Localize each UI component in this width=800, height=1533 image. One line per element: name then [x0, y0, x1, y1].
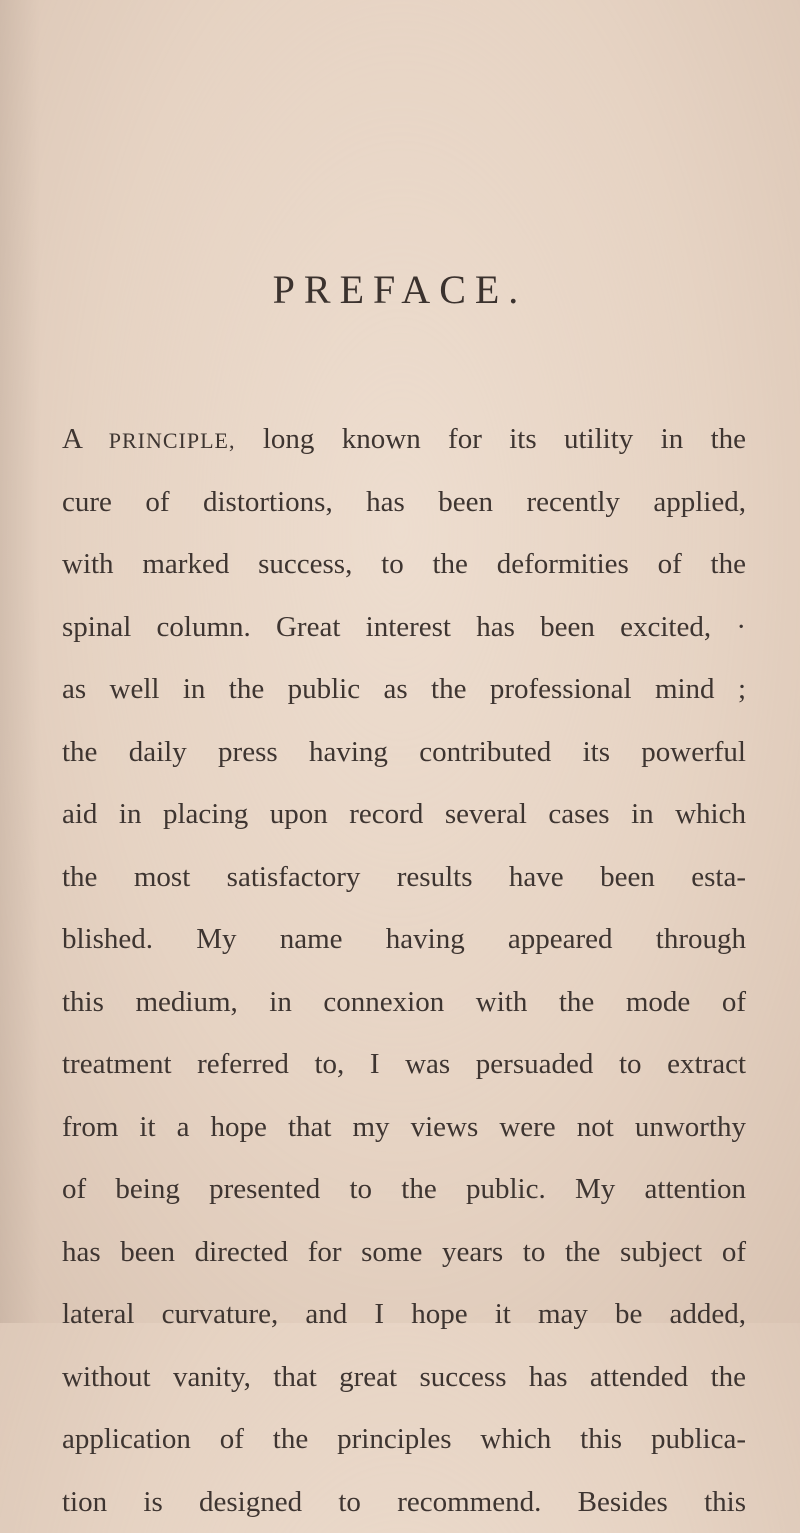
line-lead-smallcaps: PRINCIPLE,: [109, 428, 236, 453]
preface-body: [62, 408, 746, 1533]
text-line: the most satisfactory results have been esta-: [62, 846, 746, 909]
page-title: PREFACE.: [0, 266, 800, 313]
text-line: the daily press having contributed its powerful: [62, 721, 746, 784]
text-line: of being presented to the public. My attention: [62, 1158, 746, 1221]
line-lead-word: A: [62, 423, 81, 455]
text-line: lateral curvature, and I hope it may be added,: [62, 1283, 746, 1346]
text-line: cure of distortions, has been recently applied,: [62, 471, 746, 534]
text-line: from it a hope that my views were not unworthy: [62, 1096, 746, 1159]
text-line: tion is designed to recommend. Besides this: [62, 1471, 746, 1533]
text-line: [62, 408, 746, 471]
text-line: application of the principles which this publica-: [62, 1408, 746, 1471]
text-line: this medium, in connexion with the mode of: [62, 971, 746, 1034]
line-rest: long known for its utility in the: [235, 423, 746, 455]
text-line: treatment referred to, I was persuaded to extract: [62, 1033, 746, 1096]
text-line: has been directed for some years to the subject of: [62, 1221, 746, 1284]
text-line: spinal column. Great interest has been excited, ·: [62, 596, 746, 659]
text-line: without vanity, that great success has attended the: [62, 1346, 746, 1409]
text-line: aid in placing upon record several cases in which: [62, 783, 746, 846]
text-line: with marked success, to the deformities of the: [62, 533, 746, 596]
page-edge-shadow: [0, 0, 40, 1323]
text-line: blished. My name having appeared through: [62, 908, 746, 971]
text-line: as well in the public as the professional mind ;: [62, 658, 746, 721]
